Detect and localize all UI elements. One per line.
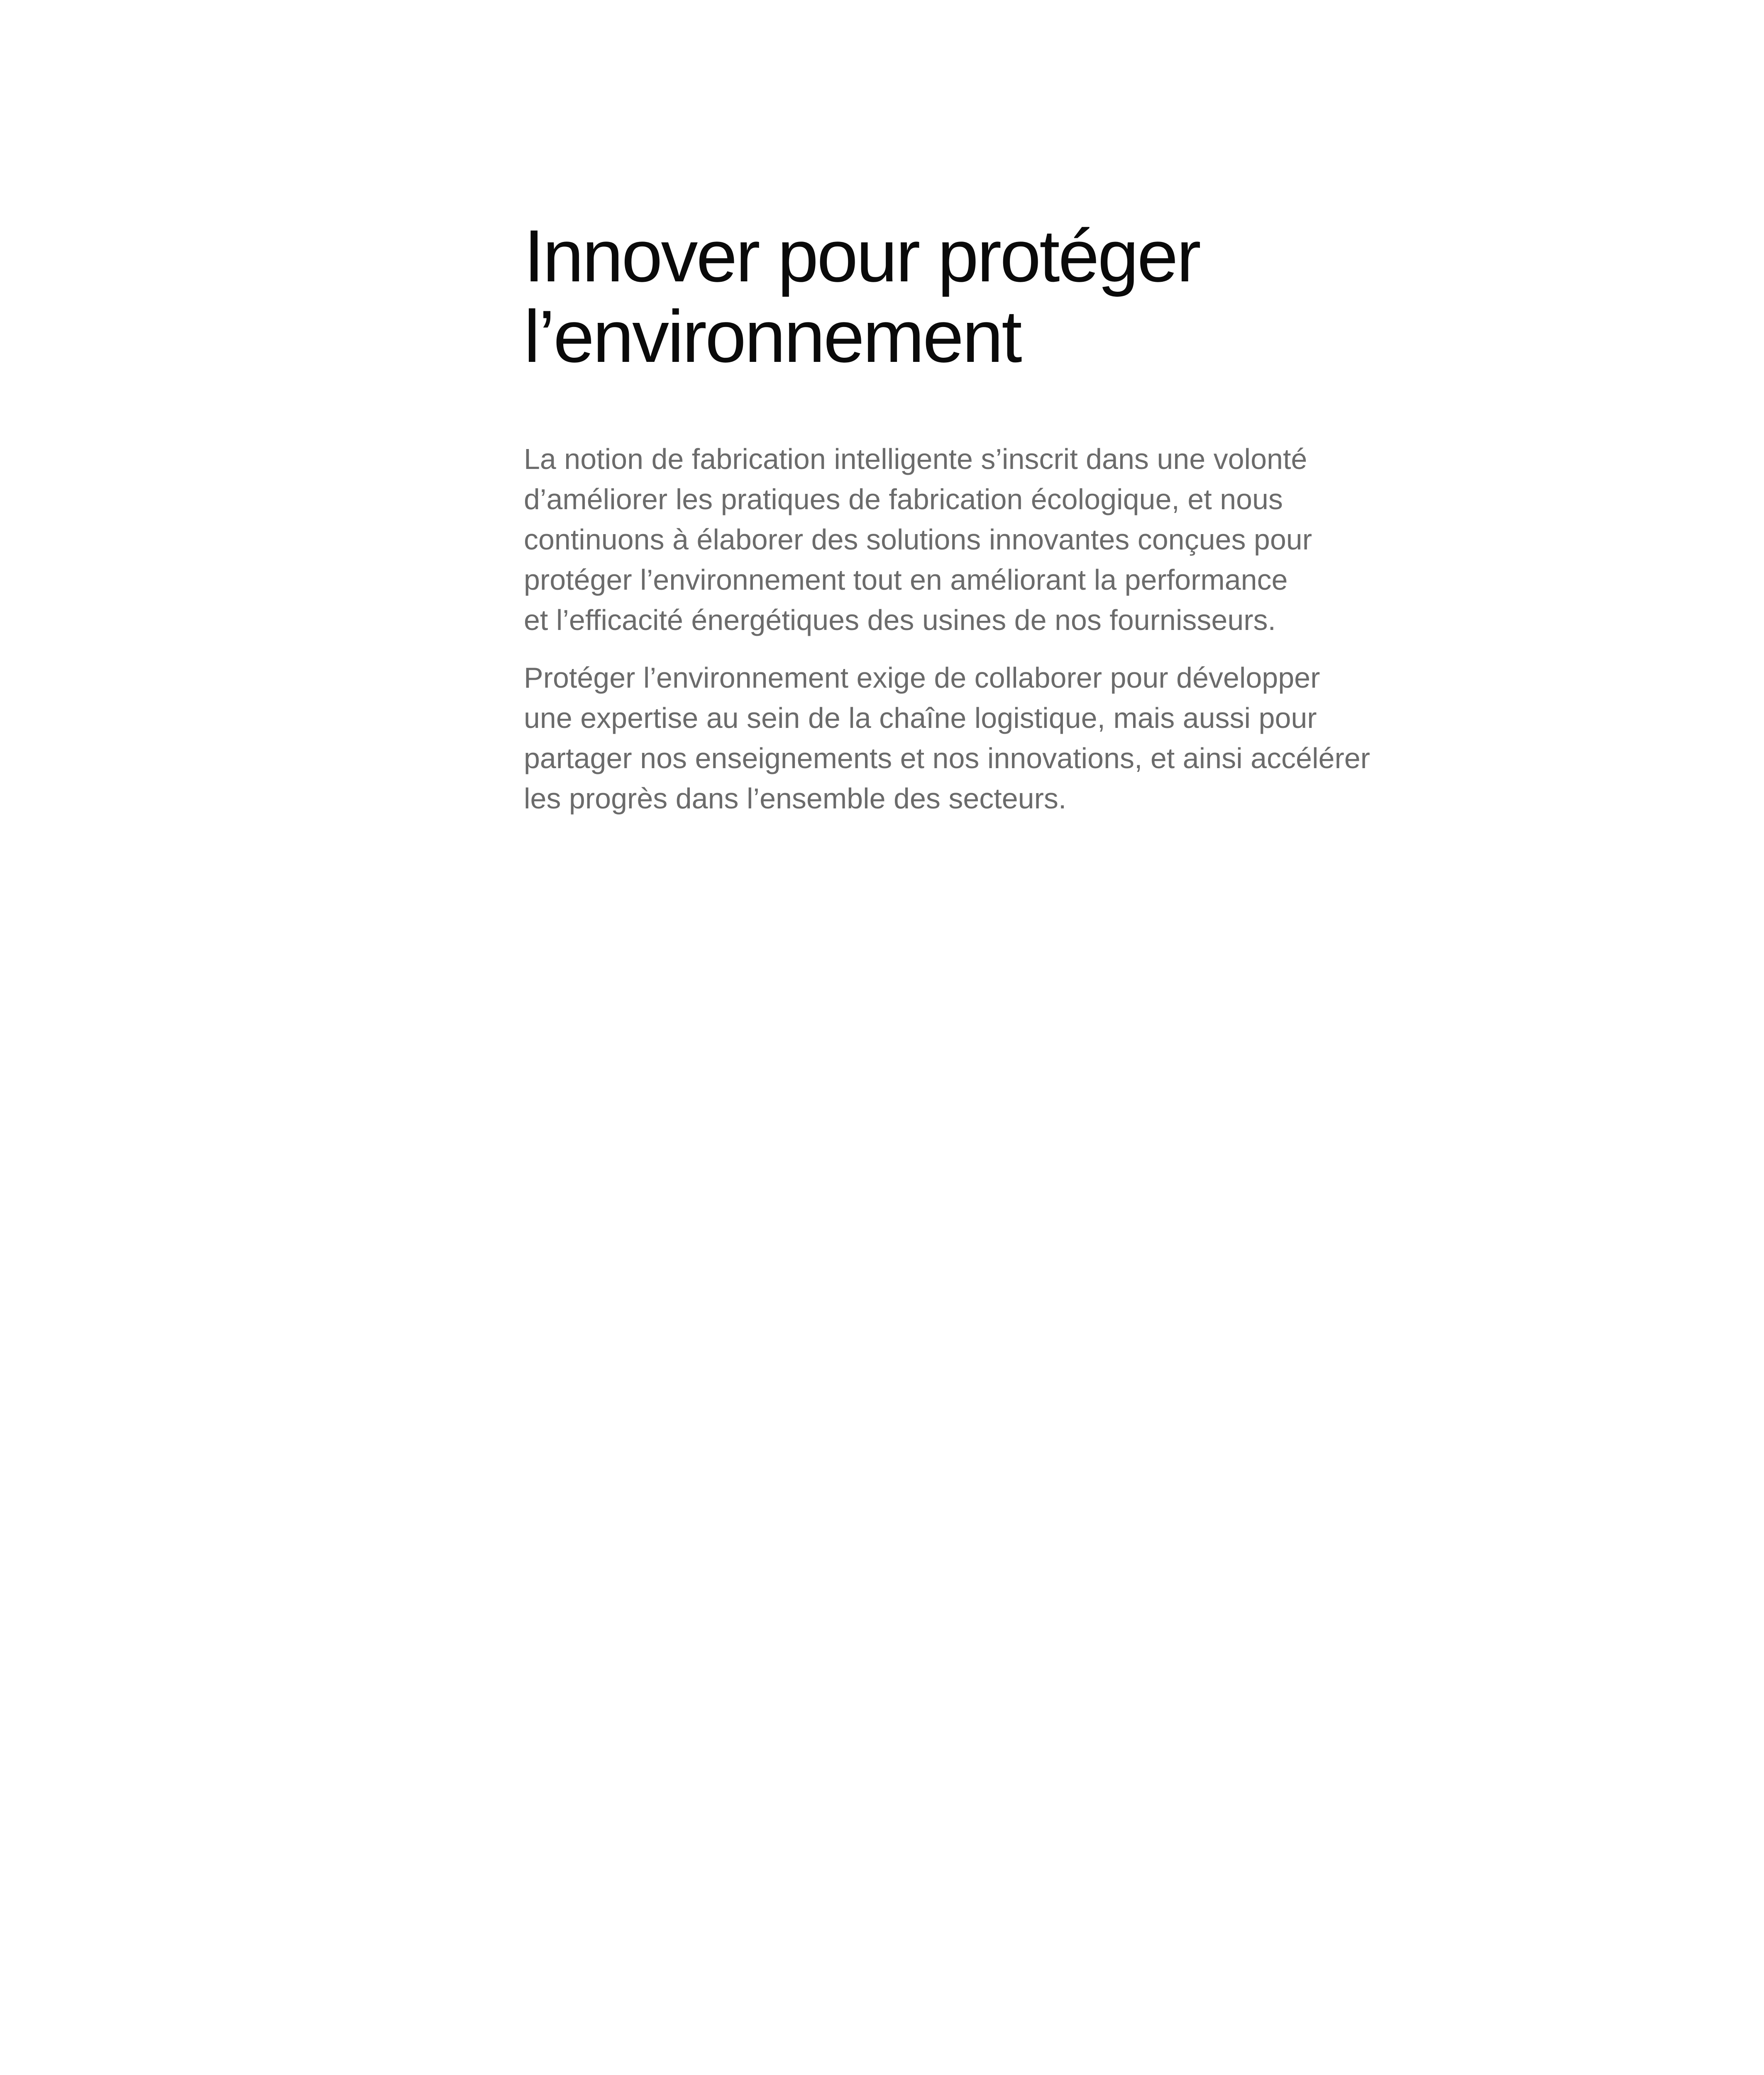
text-line: partager nos enseignements et nos innovations, et ainsi accélérer [524, 742, 1370, 774]
page-title-line: l’environnement [524, 295, 1021, 378]
page-title-line: Innover pour protéger [524, 215, 1200, 297]
text-line: d’améliorer les pratiques de fabrication écologique, et nous [524, 483, 1283, 515]
text-line: La notion de fabrication intelligente s’inscrit dans une volonté [524, 443, 1307, 475]
text-line: continuons à élaborer des solutions innovantes conçues pour [524, 523, 1312, 556]
text-line: une expertise au sein de la chaîne logistique, mais aussi pour [524, 702, 1317, 734]
text-line: les progrès dans l’ensemble des secteurs. [524, 782, 1067, 815]
text-line: et l’efficacité énergétiques des usines de nos fournisseurs. [524, 604, 1276, 636]
text-line: Protéger l’environnement exige de collaborer pour développer [524, 662, 1320, 694]
paragraph-2 [524, 658, 1395, 819]
page-title [524, 216, 1395, 377]
main-content [524, 216, 1395, 836]
paragraph-1 [524, 439, 1395, 640]
text-line: protéger l’environnement tout en améliorant la performance [524, 564, 1288, 596]
body-text [524, 439, 1395, 819]
